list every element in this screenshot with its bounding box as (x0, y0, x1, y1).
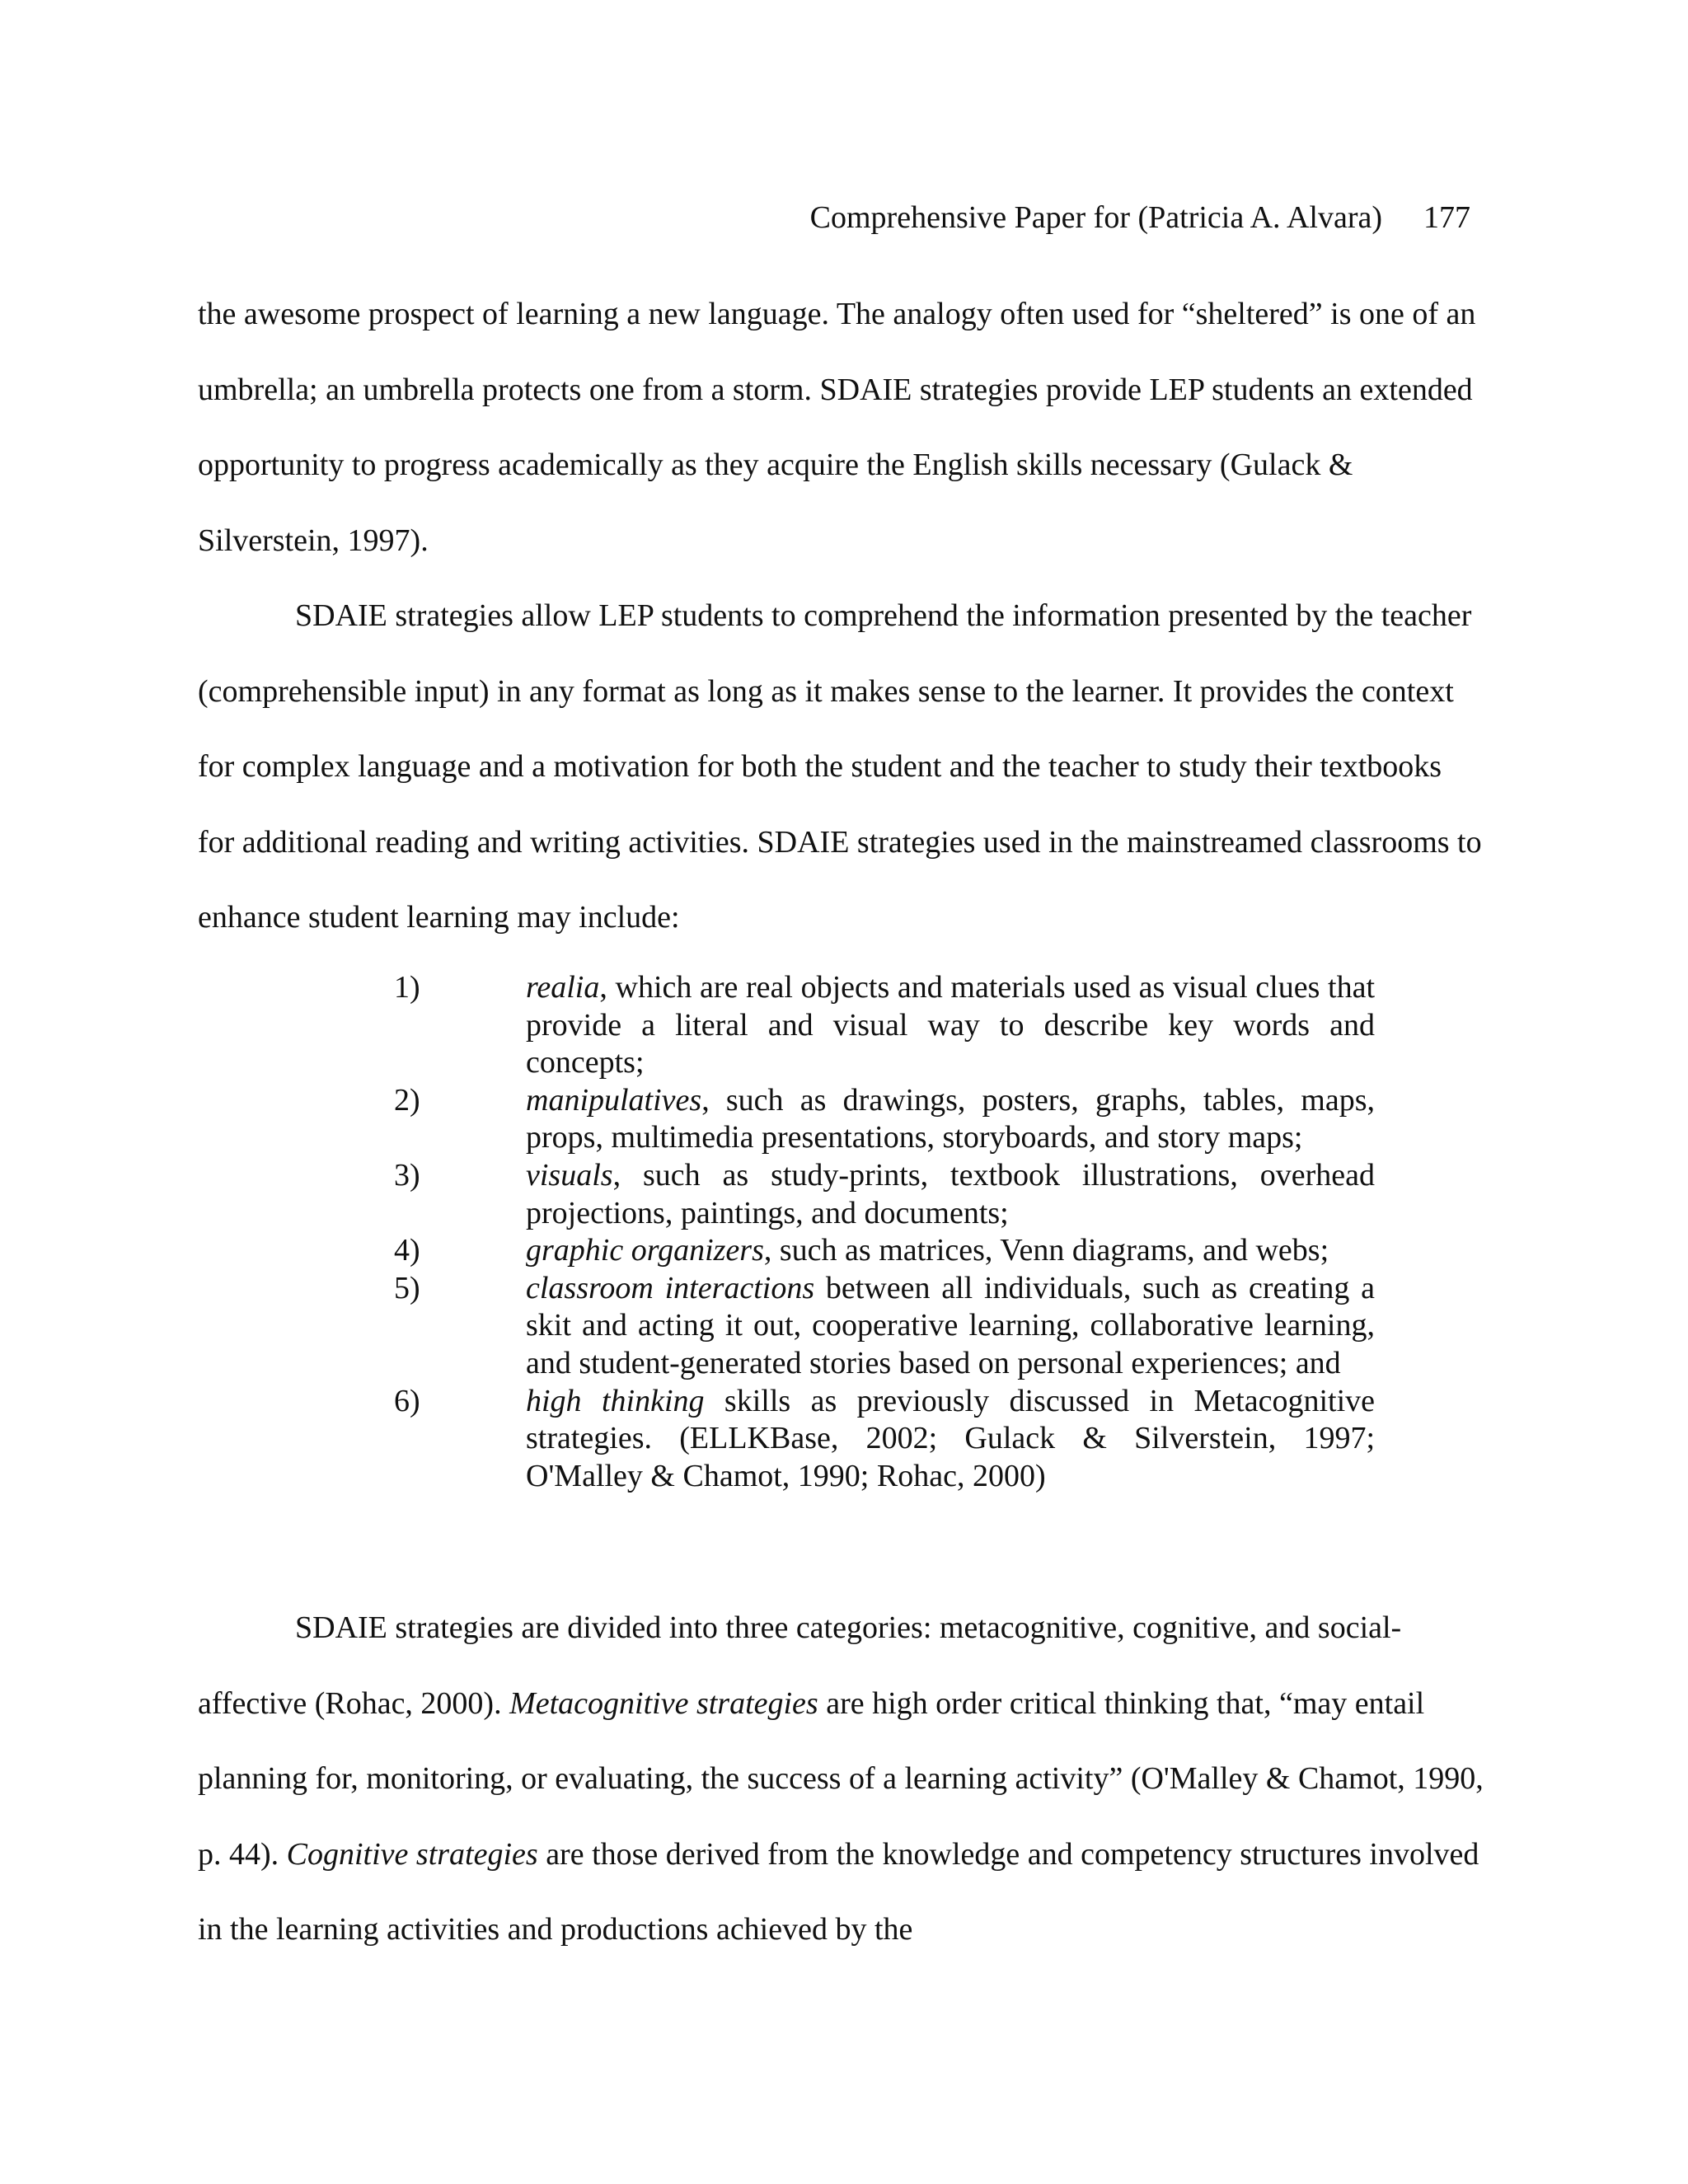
list-item-text (526, 1157, 1375, 1232)
list-item-number: 2) (394, 1082, 420, 1118)
list-item-description: skills as previously discussed in Metacognitive strategies. (ELLKBase, 2002; Gulack & Silverstein, 1997; O'Malley & Chamot, 1990; Rohac, 2000) (526, 1383, 1375, 1493)
paragraph-sdaie-comprehension: SDAIE strategies allow LEP students to comprehend the information presented by the teacher (comprehensible input) in any format as long as it makes sense to the learner. It provides the context for complex language and a motivation for both the student and the teacher to study their textbooks for additional reading and writing activities. SDAIE strategies used in the mainstreamed classrooms to enhance student learning may include: (198, 598, 1482, 935)
paragraph-text: SDAIE strategies are divided into three categories: metacognitive, cognitive, and social-affective (Rohac, 2000). (198, 1610, 1402, 1721)
list-item (394, 1082, 1375, 1157)
list-item-number: 3) (394, 1157, 420, 1193)
list-item-description: , which are real objects and materials used as visual clues that provide a literal and visual way to describe key words and concepts; (526, 970, 1375, 1080)
list-item-description: between all individuals, such as creating a skit and acting it out, cooperative learning, collaborative learning, and student-generated stories based on personal experiences; and (526, 1270, 1375, 1380)
list-item (394, 1270, 1375, 1383)
list-item-description: , such as drawings, posters, graphs, tables, maps, props, multimedia presentations, storyboards, and story maps; (526, 1082, 1375, 1155)
list-item-number: 1) (394, 970, 420, 1005)
list-item-text (526, 969, 1375, 1082)
list-item-term: realia (526, 970, 600, 1005)
list-item-term: graphic organizers (526, 1233, 764, 1268)
list-item-term: classroom interactions (526, 1270, 815, 1305)
list-item-number: 5) (394, 1270, 420, 1305)
page-number: 177 (1423, 200, 1470, 235)
list-item (394, 969, 1375, 1082)
list-item-term: high thinking (526, 1383, 705, 1418)
list-item (394, 1383, 1375, 1496)
list-item-number: 6) (394, 1383, 420, 1418)
running-head (810, 198, 1470, 237)
paragraph-text: are those derived from the knowledge and competency structures involved in the learning activities and productions achieved by the (198, 1836, 1479, 1947)
list-item-text (526, 1232, 1375, 1270)
list-item-term: manipulatives (526, 1082, 702, 1118)
list-item-text (526, 1270, 1375, 1383)
running-title: Comprehensive Paper for (Patricia A. Alvara) (809, 200, 1382, 235)
list-item-number: 4) (394, 1233, 420, 1268)
paragraph-continued: the awesome prospect of learning a new language. The analogy often used for “sheltered” is one of an umbrella; an umbrella protects one from a storm. SDAIE strategies provide LEP students an extended opportunity to progress academically as they acquire the English skills necessary (Gulack & Silverstein, 1997). (198, 297, 1476, 558)
list-item-term: visuals (526, 1157, 613, 1193)
list-item (394, 1232, 1375, 1270)
paragraph-text: are high order critical thinking that, “may entail planning for, monitoring, or evaluating, the success of a learning activity” (O'Malley & Chamot, 1990, p. 44). (198, 1685, 1484, 1872)
list-item-description: , such as study-prints, textbook illustrations, overhead projections, paintings, and documents; (526, 1157, 1375, 1230)
term-cognitive-strategies: Cognitive strategies (286, 1836, 538, 1872)
list-item-text (526, 1383, 1375, 1496)
paragraph-sdaie-categories (198, 1591, 1484, 1968)
term-metacognitive-strategies: Metacognitive strategies (509, 1685, 818, 1721)
list-item (394, 1157, 1375, 1232)
list-item-description: , such as matrices, Venn diagrams, and webs; (763, 1233, 1329, 1268)
list-item-text (526, 1082, 1375, 1157)
strategy-list (394, 969, 1375, 1495)
